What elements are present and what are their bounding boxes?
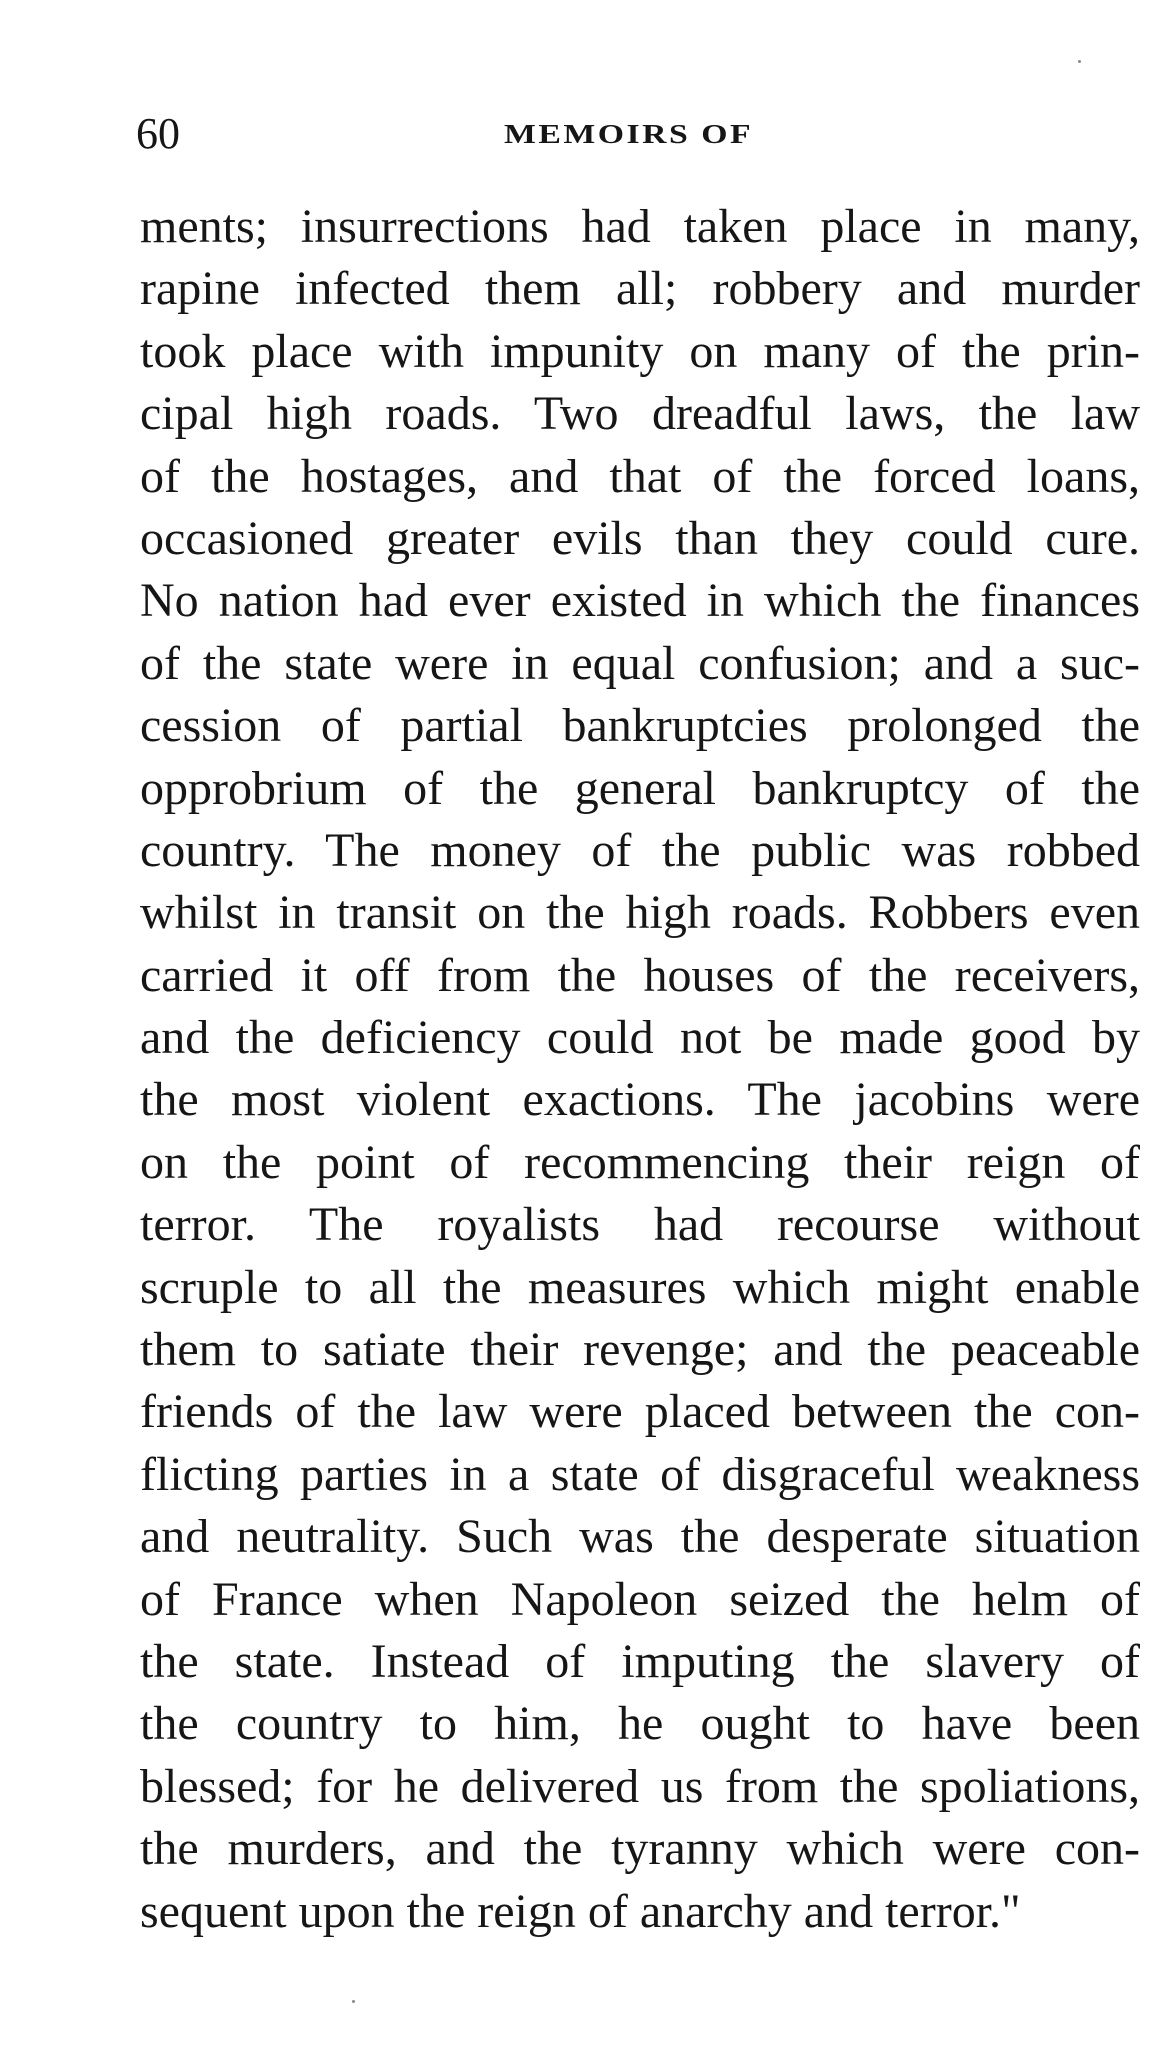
running-head: MEMOIRS OF [504,119,754,149]
text-line: flicting parties in a state of disgraceful weakness [140,1447,1140,1501]
text-line: country. The money of the public was robbed [140,823,1140,877]
page-header [132,104,1132,164]
text-line: of the state were in equal confusion; and a suc- [140,636,1140,690]
text-line: the most violent exactions. The jacobins were [140,1073,1140,1127]
paper-speck [1078,60,1081,63]
text-line: whilst in transit on the high roads. Robbers even [140,886,1140,940]
text-line: on the point of recommencing their reign of [140,1135,1140,1189]
text-line: scruple to all the measures which might enable [140,1260,1140,1314]
text-line: friends of the law were placed between the con- [140,1385,1140,1439]
text-line: of France when Napoleon seized the helm of [140,1572,1140,1626]
text-line: and neutrality. Such was the desperate situation [140,1510,1140,1564]
text-line: ments; insurrections had taken place in many, [140,200,1140,253]
text-line: cession of partial bankruptcies prolonged the [140,699,1140,753]
text-line: No nation had ever existed in which the finances [140,574,1140,628]
text-line: and the deficiency could not be made good by [140,1011,1140,1065]
text-line: the country to him, he ought to have been [140,1697,1140,1751]
body-text [140,196,1140,1943]
text-line-last: sequent upon the reign of anarchy and terror." [140,1884,1021,1938]
text-line: blessed; for he delivered us from the spoliations, [140,1759,1140,1813]
text-line: cipal high roads. Two dreadful laws, the law [140,387,1140,441]
text-line: occasioned greater evils than they could cure. [140,511,1140,565]
text-line: rapine infected them all; robbery and murder [140,262,1140,316]
text-line: of the hostages, and that of the forced loans, [140,449,1140,503]
page-number: 60 [136,109,180,158]
text-line: terror. The royalists had recourse without [140,1198,1140,1252]
text-line: the state. Instead of imputing the slavery of [140,1634,1140,1688]
text-line: took place with impunity on many of the prin- [140,324,1140,378]
text-line: opprobrium of the general bankruptcy of the [140,761,1140,815]
text-line: carried it off from the houses of the receivers, [140,948,1140,1002]
paper-speck [352,2000,355,2003]
text-line: them to satiate their revenge; and the peaceable [140,1323,1140,1377]
text-line: the murders, and the tyranny which were con- [140,1822,1140,1876]
